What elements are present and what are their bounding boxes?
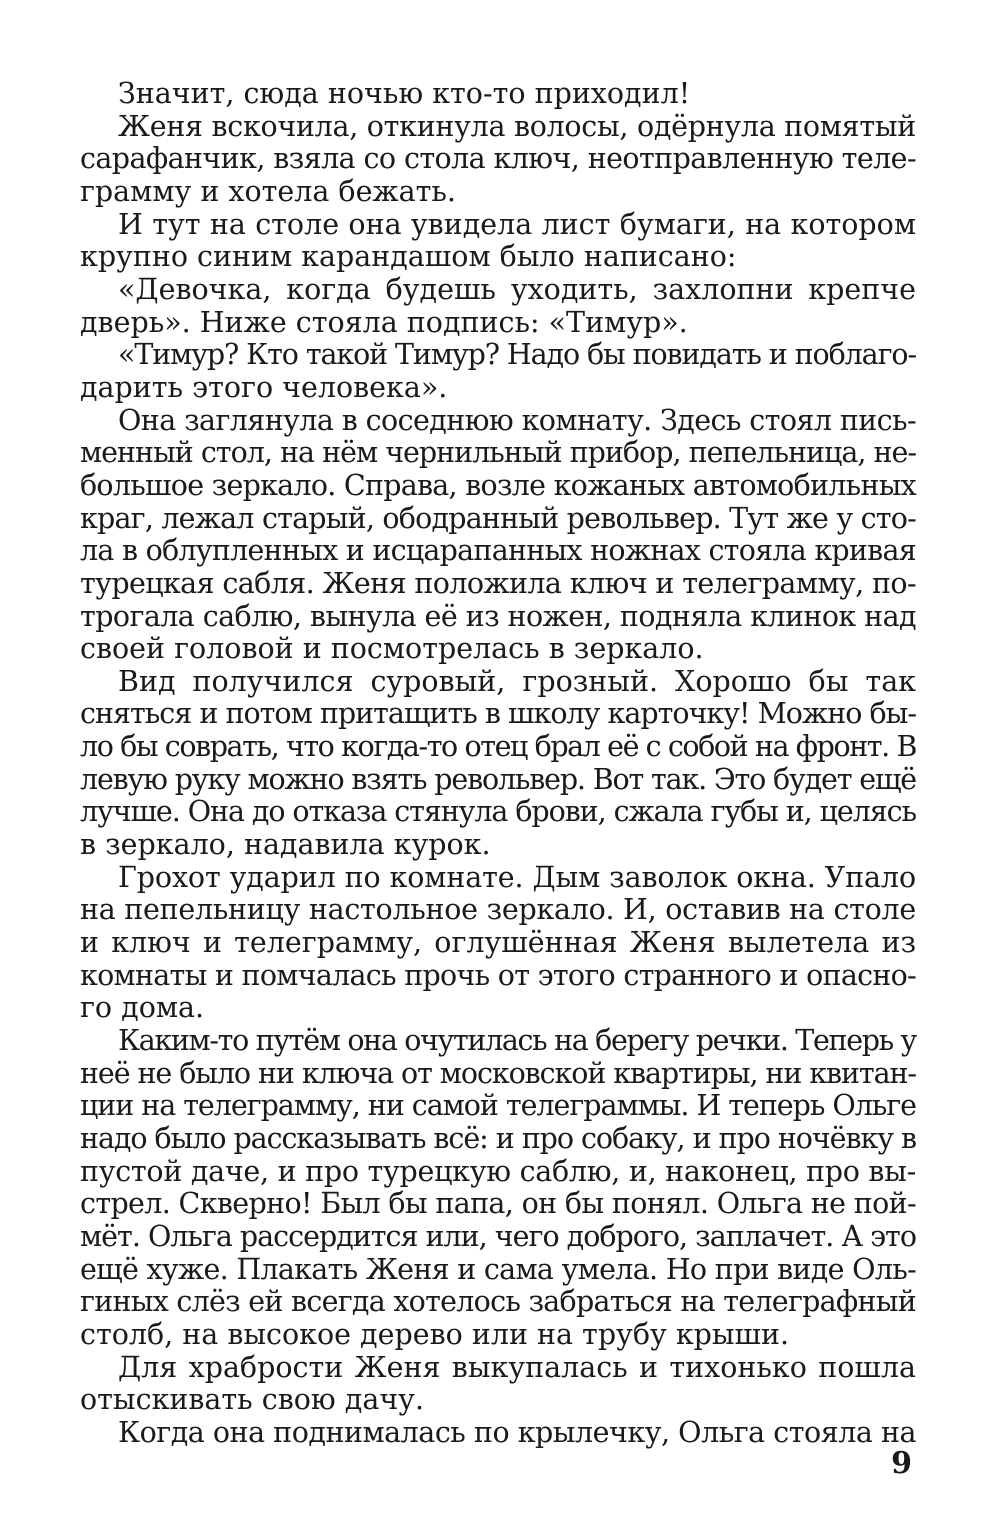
text-line: ции на телеграмму, ни самой телеграммы. И теперь Ольге — [80, 1089, 916, 1123]
text-line: большое зеркало. Справа, возле кожаных автомобильных — [80, 468, 916, 502]
paragraph — [80, 339, 916, 404]
paragraph — [80, 209, 916, 274]
text-line: комнаты и помчалась прочь от этого странного и опасно- — [80, 958, 916, 992]
text-line: турецкая сабля. Женя положила ключ и телеграмму, по- — [80, 566, 916, 600]
text-line: грамму и хотела бежать. — [80, 174, 456, 208]
text-line: Она заглянула в соседнюю комнату. Здесь стоял пись- — [118, 403, 916, 437]
paragraph — [80, 1417, 916, 1450]
text-line: лучше. Она до отказа стянула брови, сжала губы и, целясь — [80, 795, 916, 829]
text-line: И тут на столе она увидела лист бумаги, на котором — [118, 207, 916, 241]
text-line: отыскивать свою дачу. — [80, 1383, 425, 1417]
text-line: го дома. — [80, 991, 205, 1025]
text-line: стрел. Скверно! Был бы папа, он бы понял. Ольга не пой- — [80, 1187, 916, 1221]
text-line: своей головой и посмотрелась в зеркало. — [80, 632, 704, 666]
page-text — [80, 78, 916, 1450]
text-line: Грохот ударил по комнате. Дым заволок окна. Упало — [118, 860, 916, 894]
text-line: Значит, сюда ночью кто-то приходил! — [118, 77, 691, 110]
text-line: Когда она поднималась по крылечку, Ольга стояла на — [118, 1415, 916, 1449]
page-number: 9 — [891, 1446, 912, 1481]
text-line: менный стол, на нём чернильный прибор, пепельница, не- — [80, 436, 916, 470]
text-line: и ключ и телеграмму, оглушённая Женя вылетела из — [80, 926, 916, 960]
text-line: гиных слёз ей всегда хотелось забраться на телеграфный — [80, 1285, 916, 1319]
text-line: Каким-то путём она очутилась на берегу речки. Теперь у — [118, 1024, 916, 1058]
text-line: ло бы соврать, что когда-то отец брал её с собой на фронт. В — [80, 730, 916, 764]
text-line: Для храбрости Женя выкупалась и тихонько пошла — [118, 1350, 916, 1384]
text-line: ещё хуже. Плакать Женя и сама умела. Но при виде Оль- — [80, 1252, 916, 1286]
paragraph — [80, 1025, 916, 1352]
paragraph — [80, 111, 916, 209]
text-line: столб, на высокое дерево или на трубу крыши. — [80, 1317, 790, 1351]
text-line: мёт. Ольга рассердится или, чего доброго, заплачет. А это — [80, 1219, 916, 1253]
text-line: краг, лежал старый, ободранный револьвер. Тут же у сто- — [80, 501, 916, 535]
paragraph — [80, 78, 916, 111]
paragraph — [80, 405, 916, 666]
text-line: надо было рассказывать всё: и про собаку, и про ночёвку в — [80, 1122, 916, 1155]
text-line: ла в облупленных и исцарапанных ножнах стояла кривая — [80, 534, 916, 568]
text-line: трогала саблю, вынула её из ножен, подняла клинок над — [80, 599, 916, 633]
text-line: дарить этого человека». — [80, 370, 448, 404]
text-line: левую руку можно взять револьвер. Вот так. Это будет ещё — [80, 762, 916, 796]
paragraph — [80, 666, 916, 862]
text-line: дверь». Ниже стояла подпись: «Тимур». — [80, 305, 688, 339]
text-line: Вид получился суровый, грозный. Хорошо бы так — [118, 664, 916, 698]
paragraph — [80, 274, 916, 339]
text-line: в зеркало, надавила курок. — [80, 828, 491, 862]
text-line: Женя вскочила, откинула волосы, одёрнула помятый — [118, 109, 916, 143]
text-line: крупно синим карандашом было написано: — [80, 240, 737, 274]
text-line: неё не было ни ключа от московской квартиры, ни квитан- — [80, 1056, 916, 1090]
text-line: на пепельницу настольное зеркало. И, оставив на столе — [80, 893, 916, 927]
text-line: пустой даче, и про турецкую саблю, и, наконец, про вы- — [80, 1154, 916, 1188]
paragraph — [80, 1352, 916, 1417]
paragraph — [80, 862, 916, 1025]
text-line: «Девочка, когда будешь уходить, захлопни крепче — [118, 272, 916, 306]
text-line: сарафанчик, взяла со стола ключ, неотправленную теле- — [80, 142, 916, 176]
text-line: «Тимур? Кто такой Тимур? Надо бы повидать и поблаго- — [118, 338, 916, 372]
text-line: сняться и потом притащить в школу карточку! Можно бы- — [80, 697, 916, 731]
